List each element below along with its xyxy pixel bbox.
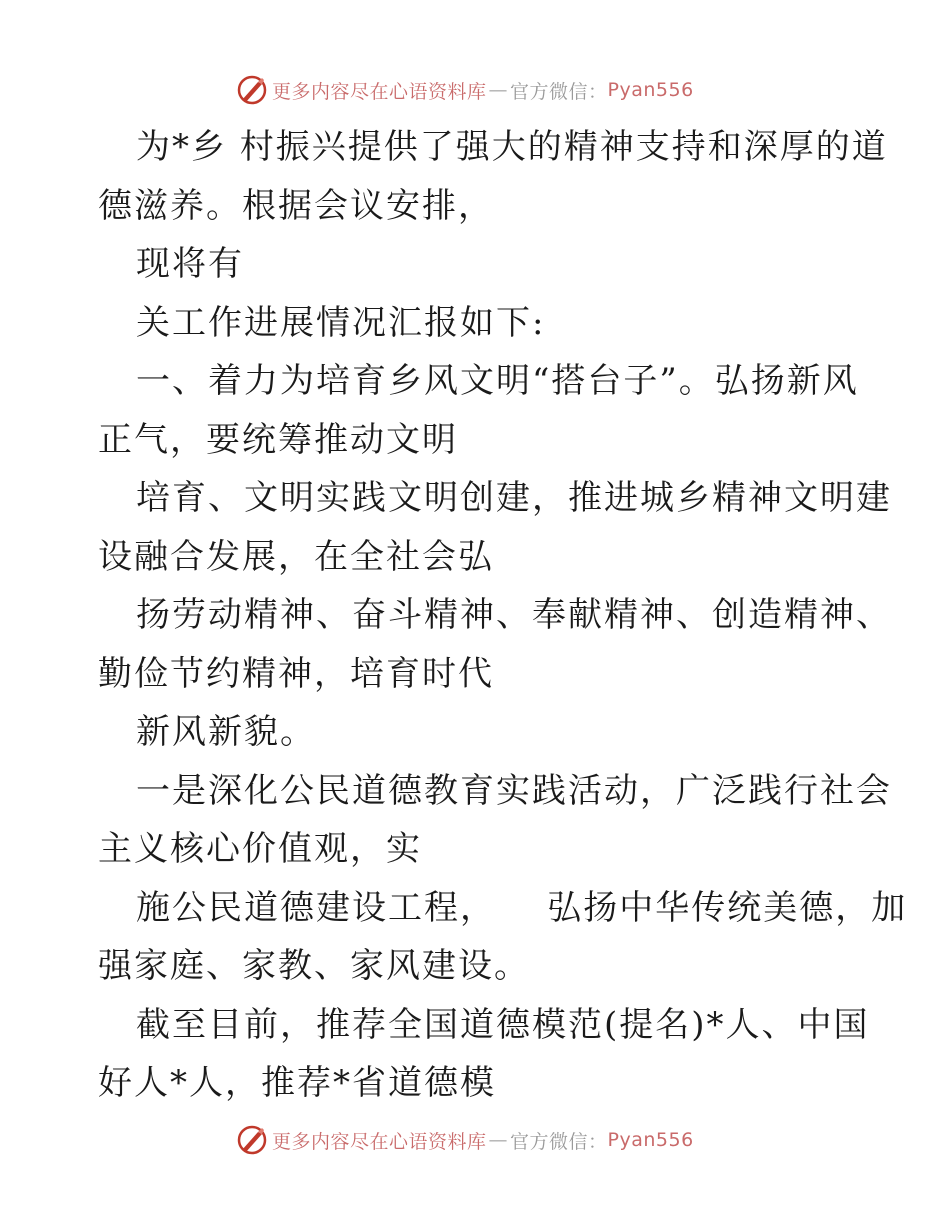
text-line: 现将有 — [136, 244, 244, 284]
watermark-dash: — — [488, 79, 509, 101]
document-body — [98, 118, 908, 1113]
text-line: 一是深化公民道德教育实践活动，广泛践行社会 — [136, 770, 892, 811]
text-line: 好人*人，推荐*省道德模 — [98, 1063, 496, 1103]
text-line: 截至目前，推荐全国道德模范(提名)*人、中国 — [136, 1004, 870, 1045]
watermark-sub-text: 官方微信： — [510, 80, 608, 103]
watermark-wechat-id: Pyan556 — [607, 79, 694, 101]
text-line: 施公民道德建设工程， 弘扬中华传统美德，加 — [136, 887, 908, 928]
text-line: 设融合发展，在全社会弘 — [98, 536, 494, 577]
watermark-dash: — — [488, 1129, 509, 1151]
text-line: 关工作进展情况汇报如下: — [136, 302, 546, 343]
text-line: 德滋养。根据会议安排， — [98, 185, 494, 226]
watermark-footer — [236, 1122, 694, 1158]
watermark-main-text: 更多内容尽在心语资料库 — [272, 80, 487, 103]
text-line: 强家庭、家教、家风建设。 — [98, 946, 530, 986]
text-line: 扬劳动精神、奋斗精神、奉献精神、创造精神、 — [136, 595, 892, 635]
watermark-wechat-id: Pyan556 — [607, 1129, 694, 1151]
watermark-main-text: 更多内容尽在心语资料库 — [272, 1130, 487, 1153]
text-line: 一、着力为培育乡风文明“搭台子”。弘扬新风 — [136, 361, 859, 401]
text-line: 培育、文明实践文明创建，推进城乡精神文明建 — [136, 478, 892, 518]
text-line: 为*乡 村振兴提供了强大的精神支持和深厚的道 — [136, 127, 888, 167]
text-line: 主义核心价值观，实 — [98, 829, 422, 869]
pen-logo-icon — [236, 74, 268, 106]
text-line: 新风新貌。 — [136, 712, 316, 752]
text-line: 勤俭节约精神，培育时代 — [98, 653, 494, 694]
text-line: 正气，要统筹推动文明 — [98, 419, 458, 460]
pen-logo-icon — [236, 1124, 268, 1156]
watermark-sub-text: 官方微信： — [510, 1130, 608, 1153]
watermark-header — [236, 72, 694, 108]
